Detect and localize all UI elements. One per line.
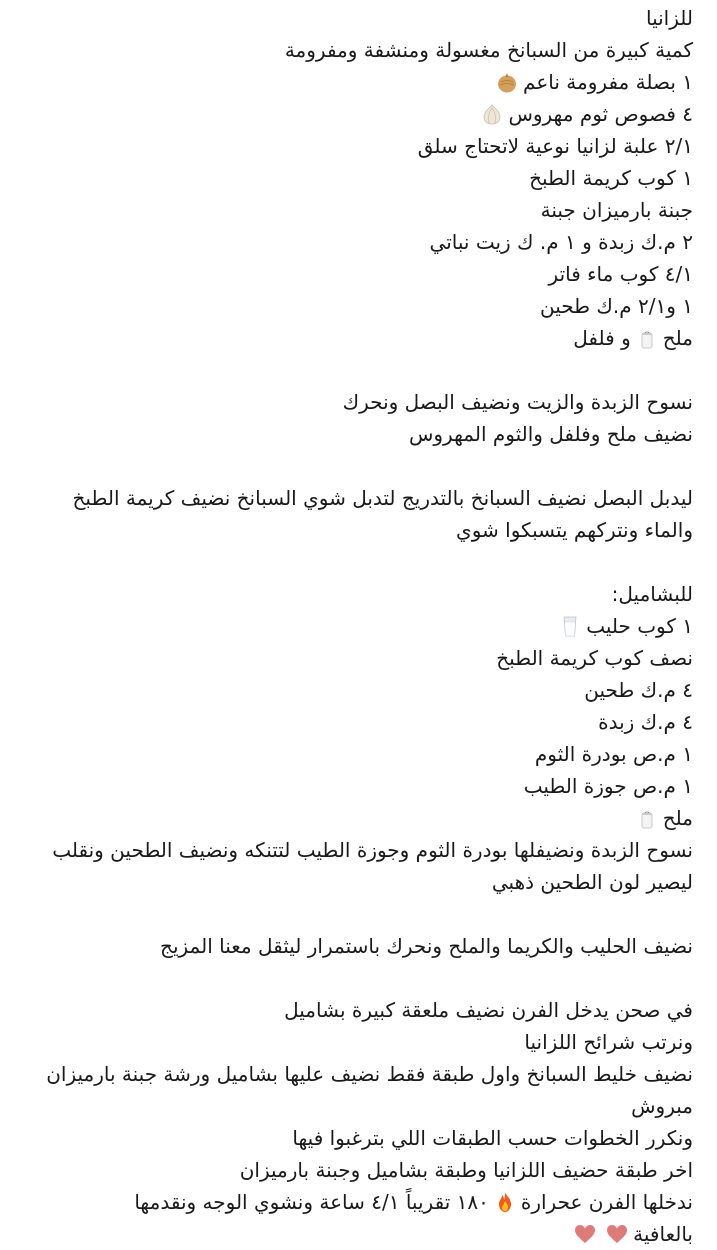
onion-icon: [495, 70, 519, 94]
step-line: ليدبل البصل نضيف السبانخ بالتدريج لتدبل شوي السبانخ نضيف كريمة الطبخ والماء ونتركهم يتسبكوا شوي: [66, 486, 693, 542]
recipe-note: [22, 0, 693, 1250]
ingredient-line: ملح: [22, 802, 693, 834]
ingredient-line: ١ بصلة مفرومة ناعم: [22, 66, 693, 98]
ingredient-line: جبنة بارميزان جبنة: [540, 198, 693, 222]
step-line: نسوح الزبدة ونضيفلها بودرة الثوم وجوزة الطيب لتتنكه ونضيف الطحين ونقلب ليصير لون الطحين ذهبي: [45, 838, 693, 894]
spacer: [22, 450, 693, 482]
salt-shaker-icon: [635, 806, 659, 830]
fire-icon: [493, 1190, 517, 1214]
bechamel-title: للبشاميل:: [611, 582, 693, 606]
final-step-line: ندخلها الفرن عحرارة ١٨٠ تقريباً ٤/١ ساعة ونشوي الوجه ونقدمها: [134, 1190, 693, 1214]
spacer: [22, 962, 693, 994]
ingredient-line: ٤ فصوص ثوم مهروس: [22, 98, 693, 130]
ingredient-line: كمية كبيرة من السبانخ مغسولة ومنشفة ومفرومة: [284, 38, 693, 62]
final-tail-line: بالعافية: [22, 1218, 693, 1250]
heart-icon: [605, 1222, 629, 1246]
ingredient-line: ١ و٢/١ م.ك طحين: [539, 294, 693, 318]
salt-shaker-icon: [635, 326, 659, 350]
ingredients-title: للزانيا: [645, 6, 693, 30]
heart-icon: [573, 1222, 597, 1246]
assembly-line: ونكرر الخطوات حسب الطبقات اللي بترغبوا فيها: [292, 1126, 693, 1150]
assembly-line: نضيف خليط السبانخ واول طبقة فقط نضيف عليها بشاميل ورشة جبنة بارميزان مبروش: [39, 1062, 693, 1118]
ingredient-line: ملح و فلفل: [573, 326, 693, 350]
ingredient-line: ١ م.ص بودرة الثوم: [534, 742, 693, 766]
step-line: نضيف الحليب والكريما والملح ونحرك باستمرار ليثقل معنا المزيج: [160, 934, 693, 958]
ingredient-line: ٢ م.ك زبدة و ١ م. ك زيت نباتي: [429, 230, 693, 254]
ingredient-line: ١ كوب كريمة الطبخ: [529, 166, 693, 190]
step-line: نضيف ملح وفلفل والثوم المهروس: [408, 422, 693, 446]
milk-glass-icon: [558, 614, 582, 638]
ingredient-line: ١ كوب حليب: [22, 610, 693, 642]
spacer: [22, 898, 693, 930]
spacer: [22, 354, 693, 386]
ingredient-line: ٢/١ علبة لزانيا نوعية لاتحتاج سلق: [417, 134, 693, 158]
spacer: [22, 546, 693, 578]
step-line: نسوح الزبدة والزيت ونضيف البصل ونحرك: [342, 390, 693, 414]
ingredient-line: ٤ م.ك زبدة: [598, 710, 693, 734]
assembly-line: اخر طبقة حضيف اللزانيا وطبقة بشاميل وجبنة بارميزان: [239, 1158, 693, 1182]
ingredient-line: ١ م.ص جوزة الطيب: [523, 774, 693, 798]
assembly-line: في صحن يدخل الفرن نضيف ملعقة كبيرة بشاميل: [284, 998, 693, 1022]
ingredient-line: نصف كوب كريمة الطبخ: [496, 646, 693, 670]
garlic-icon: [480, 102, 504, 126]
ingredient-line: ٤ م.ك طحين: [584, 678, 693, 702]
assembly-line: ونرتب شرائح اللزانيا: [524, 1030, 693, 1054]
ingredient-line: ٤/١ كوب ماء فاتر: [548, 262, 693, 286]
